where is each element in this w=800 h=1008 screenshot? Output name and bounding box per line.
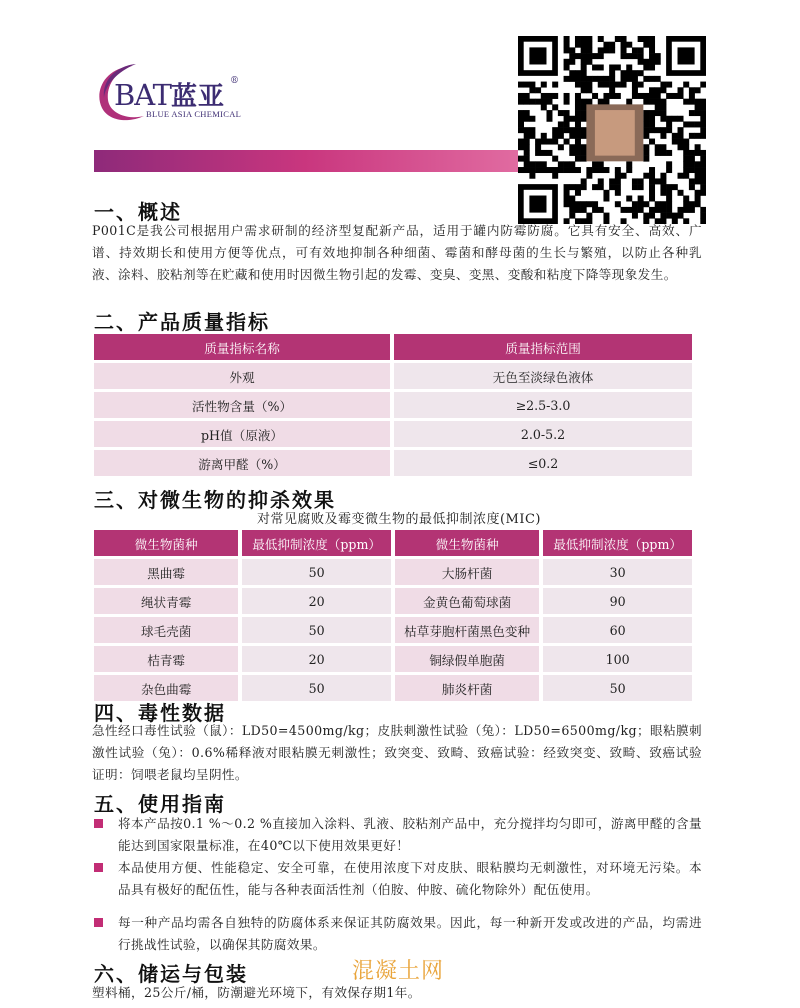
quality-cell: 外观	[94, 363, 390, 389]
usage-item-text: 将本产品按0.1 %～0.2 %直接加入涂料、乳液、胶粘剂产品中，充分搅拌均匀即可，游离甲醛的含量能达到国家限量标准，在40℃以下使用效果更好！	[118, 816, 702, 853]
mic-cell: 90	[543, 588, 692, 614]
table-row	[94, 588, 692, 614]
quality-table-header	[94, 334, 692, 360]
section-title-overview: 一、概述	[94, 200, 182, 224]
overview-text: P001C是我公司根据用户需求研制的经济型复配新产品，适用于罐内防霉防腐。它具有安全、高效、广谱、持效期长和使用方便等优点，可有效地抑制各种细菌、霉菌和酵母菌的生长与繁殖，以防止各种乳液、涂料、胶粘剂等在贮藏和使用时因微生物引起的发霉、变臭、变黑、变酸和粘度下降等现象发生。	[92, 223, 702, 282]
quality-table	[90, 331, 696, 479]
mic-table-header	[94, 530, 692, 556]
mic-caption: 对常见腐败及霉变微生物的最低抑制浓度(MIC)	[256, 512, 542, 527]
mic-cell: 大肠杆菌	[395, 559, 539, 585]
quality-header-range: 质量指标范围	[394, 334, 692, 360]
quality-cell: 2.0-5.2	[394, 421, 692, 447]
section-title-usage: 五、使用指南	[94, 792, 226, 816]
list-item	[92, 813, 702, 857]
qr-code-icon	[518, 36, 706, 224]
mic-cell: 球毛壳菌	[94, 617, 238, 643]
mic-cell: 60	[543, 617, 692, 643]
section-title-toxicity: 四、毒性数据	[94, 701, 226, 725]
logo-latin: BAT	[114, 78, 172, 112]
bullet-square-icon	[94, 918, 103, 927]
logo-wordmark	[114, 76, 225, 113]
logo-chinese: 蓝亚	[171, 82, 226, 112]
mic-cell: 肺炎杆菌	[395, 675, 539, 701]
bullet-square-icon	[94, 863, 103, 872]
mic-cell: 50	[242, 675, 391, 701]
mic-cell: 金黄色葡萄球菌	[395, 588, 539, 614]
quality-cell: ≤0.2	[394, 450, 692, 476]
mic-cell: 50	[543, 675, 692, 701]
mic-cell: 桔青霉	[94, 646, 238, 672]
mic-cell: 20	[242, 646, 391, 672]
mic-cell: 黑曲霉	[94, 559, 238, 585]
usage-item-text: 本品使用方便、性能稳定、安全可靠，在使用浓度下对皮肤、眼粘膜均无刺激性，对环境无污染。本品具有极好的配伍性，能与各种表面活性剂（伯胺、仲胺、硫化物除外）配伍使用。	[118, 860, 702, 897]
quality-header-name: 质量指标名称	[94, 334, 390, 360]
mic-header: 最低抑制浓度（ppm）	[242, 530, 391, 556]
section-title-storage: 六、储运与包装	[94, 962, 248, 986]
mic-cell: 枯草芽胞杆菌黑色变种	[395, 617, 539, 643]
registered-mark: ®	[230, 76, 239, 86]
section-title-microbe: 三、对微生物的抑杀效果	[94, 488, 336, 512]
storage-text: 塑料桶，25公斤/桶，防潮避光环境下，有效保存期1年。	[92, 985, 421, 1000]
table-row	[94, 617, 692, 643]
table-row	[94, 646, 692, 672]
table-row	[94, 392, 692, 418]
usage-item-text: 每一种产品均需各自独特的防腐体系来保证其防腐效果。因此，每一种新开发或改进的产品，均需进行挑战性试验，以确保其防腐效果。	[118, 915, 702, 952]
mic-cell: 20	[242, 588, 391, 614]
mic-cell: 杂色曲霉	[94, 675, 238, 701]
list-item	[92, 912, 702, 956]
table-row	[94, 450, 692, 476]
mic-cell: 绳状青霉	[94, 588, 238, 614]
mic-header: 最低抑制浓度（ppm）	[543, 530, 692, 556]
quality-cell: 活性物含量（%）	[94, 392, 390, 418]
table-row	[94, 363, 692, 389]
quality-cell: 无色至淡绿色液体	[394, 363, 692, 389]
logo-english-name: BLUE ASIA CHEMICAL	[146, 109, 242, 119]
section-title-quality: 二、产品质量指标	[94, 310, 270, 334]
list-item	[92, 857, 702, 901]
mic-table	[90, 527, 696, 704]
mic-cell: 30	[543, 559, 692, 585]
mic-header: 微生物菌种	[395, 530, 539, 556]
toxicity-text: 急性经口毒性试验（鼠）：LD50=4500mg/kg；皮肤刺激性试验（兔）：LD50=6500mg/kg；眼粘膜刺激性试验（兔）：0.6%稀释液对眼粘膜无刺激性；致突变、致畸、致癌试验：经致突变、致畸、致癌试验证明：饲喂老鼠均呈阴性。	[92, 723, 702, 782]
mic-cell: 铜绿假单胞菌	[395, 646, 539, 672]
quality-cell: ≥2.5-3.0	[394, 392, 692, 418]
mic-cell: 100	[543, 646, 692, 672]
mic-cell: 50	[242, 617, 391, 643]
mic-header: 微生物菌种	[94, 530, 238, 556]
quality-cell: pH值（原液）	[94, 421, 390, 447]
quality-cell: 游离甲醛（%）	[94, 450, 390, 476]
mic-cell: 50	[242, 559, 391, 585]
table-row	[94, 559, 692, 585]
bullet-square-icon	[94, 819, 103, 828]
watermark: 混凝土网	[352, 959, 445, 984]
table-row	[94, 421, 692, 447]
